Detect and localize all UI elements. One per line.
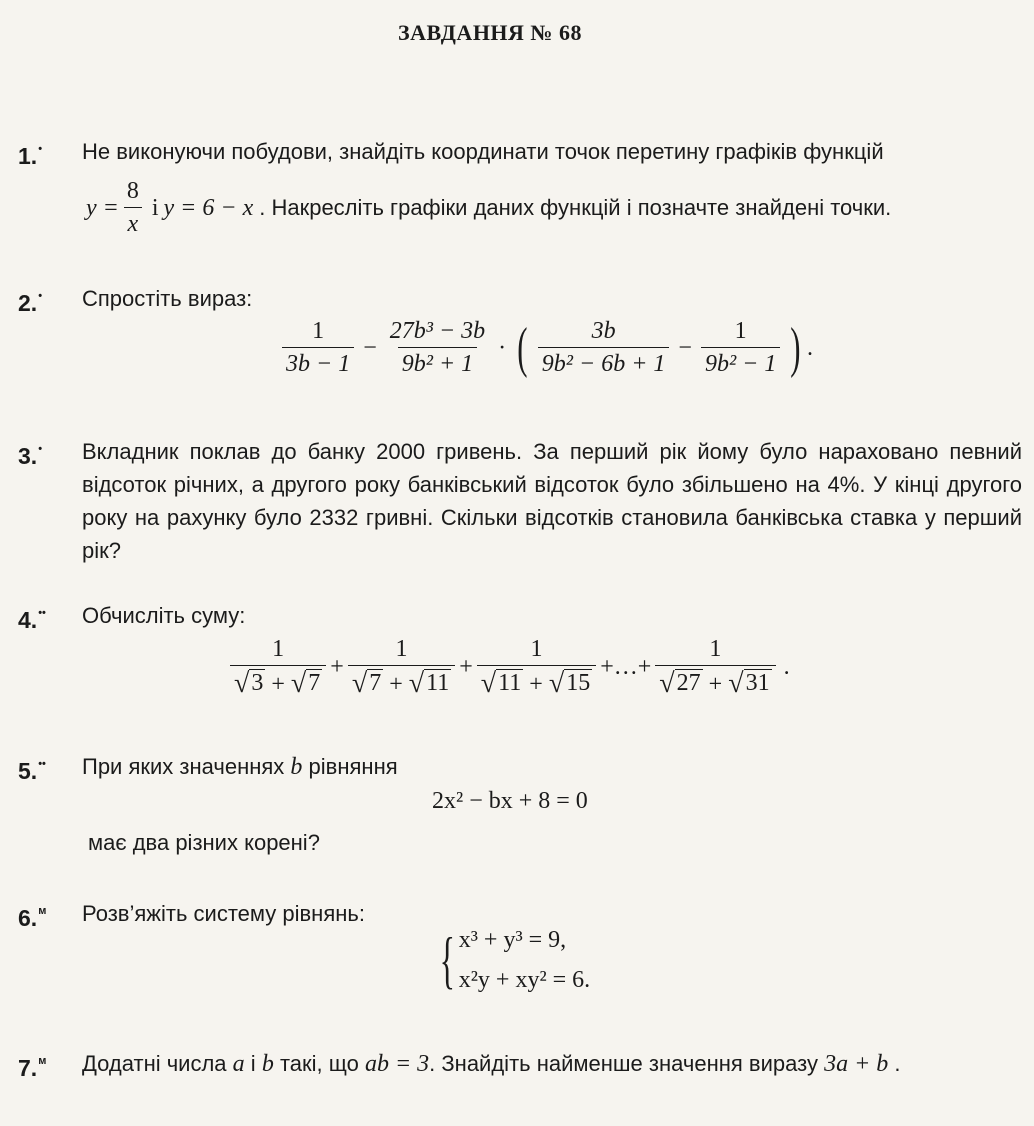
problem-3-number: 3.• bbox=[18, 443, 43, 469]
problem-5-text-end: має два різних корені? bbox=[88, 830, 320, 855]
problem-1-formula: y = $\frac{8}{x}$ і y = 6 − x . Накресліть графіки даних функцій і позначте знайдені точки. bbox=[86, 178, 892, 237]
problem-2-number: 2.• bbox=[18, 290, 43, 316]
page-title: ЗАВДАННЯ № 68 bbox=[397, 20, 583, 45]
problem-1-number: 1.• bbox=[18, 143, 43, 169]
problem-4-formula: 1 √ 3 + √ 7 + 1 √ 7 + √ 11 + 1 √ 11 + √ 15 +…+ 1 √ 27 + √ 31 . bbox=[226, 636, 790, 699]
problem-6-text: Розв’яжіть систему рівнянь: bbox=[82, 901, 365, 926]
problem-2-formula: $\frac{1}{3b - 1}$ − $\frac{\text{27b³ − 3b}}{\text{9b² + 1}}$ · ( $\frac{3b}{\text{9b² − 6b + 1}}$ − $\frac{1}{\text{9b² − 1}}$ ) . bbox=[278, 318, 813, 378]
problem-4-number: 4.•• bbox=[18, 607, 46, 633]
system-equation-1: x³ + y³ = 9, bbox=[458, 927, 567, 953]
problem-4-text: Обчисліть суму: bbox=[82, 603, 246, 628]
problem-3-text: Вкладник поклав до банку 2000 гривень. За перший рік йому було нараховано певний відсоток річних, а другого року банківський відсоток було збільшено на 4%. У кінці другого року на рахунку було 2332 гривні. Скільки відсотків становила банківська ставка у перший рік? bbox=[82, 439, 1022, 563]
problem-6-system: { x³ + y³ = 9, x²y + xy² = 6. bbox=[432, 920, 590, 1000]
system-equation-2: x²y + xy² = 6. bbox=[458, 967, 591, 993]
problem-5-equation: 2x² − bx + 8 = 0 bbox=[432, 788, 588, 814]
problem-6-number: 6.$^м$ bbox=[18, 905, 47, 931]
problem-7-text: Додатні числа a і b такі, що ab = 3. Знайдіть найменше значення виразу 3a + b . bbox=[82, 1051, 901, 1077]
problem-1-text: Не виконуючи побудови, знайдіть координати точок перетину графіків функцій bbox=[82, 139, 884, 164]
problem-7-number: 7.$^м$ bbox=[18, 1055, 47, 1081]
problem-2-text: Спростіть вираз: bbox=[82, 286, 253, 311]
problem-5-number: 5.•• bbox=[18, 758, 46, 784]
problem-5-text: При яких значеннях b рівняння bbox=[82, 754, 398, 780]
